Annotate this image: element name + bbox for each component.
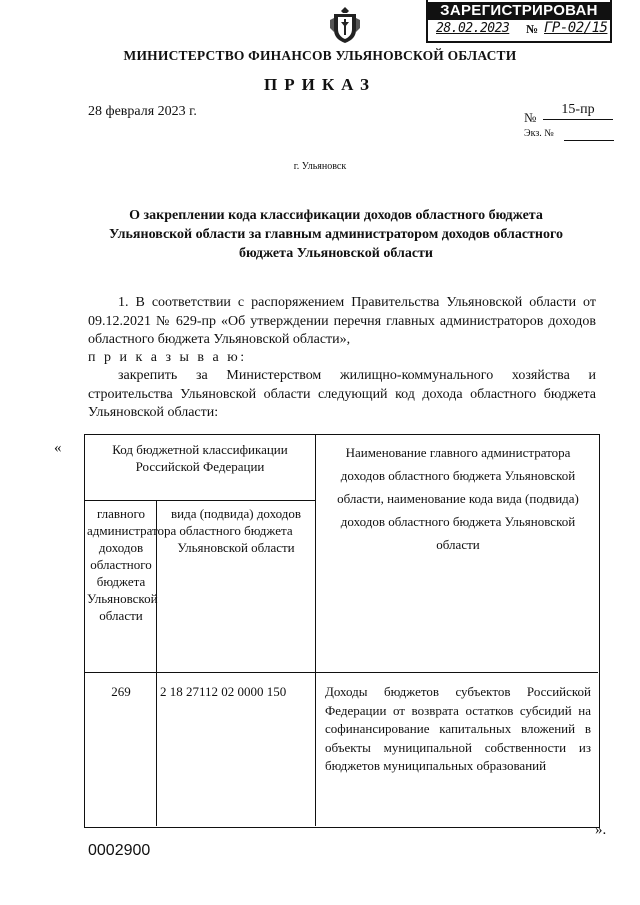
paragraph-assignment: закрепить за Министерством жилищно-коммунального хозяйства и строительства Ульяновской области следующий код дохода областного бюджета Ульяновской области:: [88, 368, 596, 420]
document-number-label: №: [524, 110, 537, 125]
paragraph-basis: 1. В соответствии с распоряжением Правительства Ульяновской области от 09.12.2021 № 629-пр «Об утверждении перечня главных администраторов доходов областного бюджета Ульяновской области»,: [88, 295, 596, 347]
header-code-classification: Код бюджетной классификации Российской Федерации: [112, 442, 288, 474]
table-quote-close: ».: [595, 822, 607, 838]
table-divider-main: [315, 435, 316, 826]
stamp-date: 28.02.2023: [436, 21, 510, 36]
copy-number-label: Экз. №: [524, 128, 554, 139]
header-admin-name: Наименование главного администратора доходов областного бюджета Ульяновской области, наименование кода вида (подвида) доходов областного бюджета Ульяновской области: [337, 445, 579, 552]
stamp-number: ГР-02/15: [544, 20, 608, 36]
city: г. Ульяновск: [293, 161, 347, 172]
stamp-title: ЗАРЕГИСТРИРОВАН: [428, 2, 610, 20]
table-divider-header: [85, 672, 598, 673]
table-divider-code: [156, 500, 157, 826]
footer-document-code: 0002900: [88, 842, 151, 859]
header-income-type-code: вида (подвида) доходов областного бюджета Ульяновской области: [171, 506, 301, 555]
row-income-code: 2 18 27112 02 0000 150: [160, 684, 287, 699]
document-date: 28 февраля 2023 г.: [88, 104, 197, 119]
row-admin-code: 269: [111, 684, 131, 699]
copy-number-line: [564, 140, 614, 141]
registration-stamp: [426, 0, 612, 43]
document-title: О закреплении кода классификации доходов областного бюджета Ульяновской области за главным администратором доходов областного бюджета Ульяновской области: [108, 208, 564, 261]
ministry-name: МИНИСТЕРСТВО ФИНАНСОВ УЛЬЯНОВСКОЙ ОБЛАСТИ: [123, 48, 517, 63]
document-type: ПРИКАЗ: [264, 75, 376, 94]
paragraph-order-word: п р и к а з ы в а ю:: [88, 350, 247, 365]
stamp-number-label: №: [526, 22, 539, 36]
table-quote-open: «: [54, 440, 62, 456]
income-code-table: [84, 434, 600, 828]
coat-of-arms-emblem: [329, 6, 361, 44]
document-number: 15-пр: [543, 102, 613, 120]
row-income-name: Доходы бюджетов субъектов Российской Федерации от возврата остатков субсидий на софинансирование капитальных вложений в объекты муниципальной собственности из бюджетов муниципальных образований: [325, 684, 591, 773]
header-admin-code: главного администратора доходов областного бюджета Ульяновской области: [87, 506, 177, 623]
table-divider-subheader: [85, 500, 315, 501]
